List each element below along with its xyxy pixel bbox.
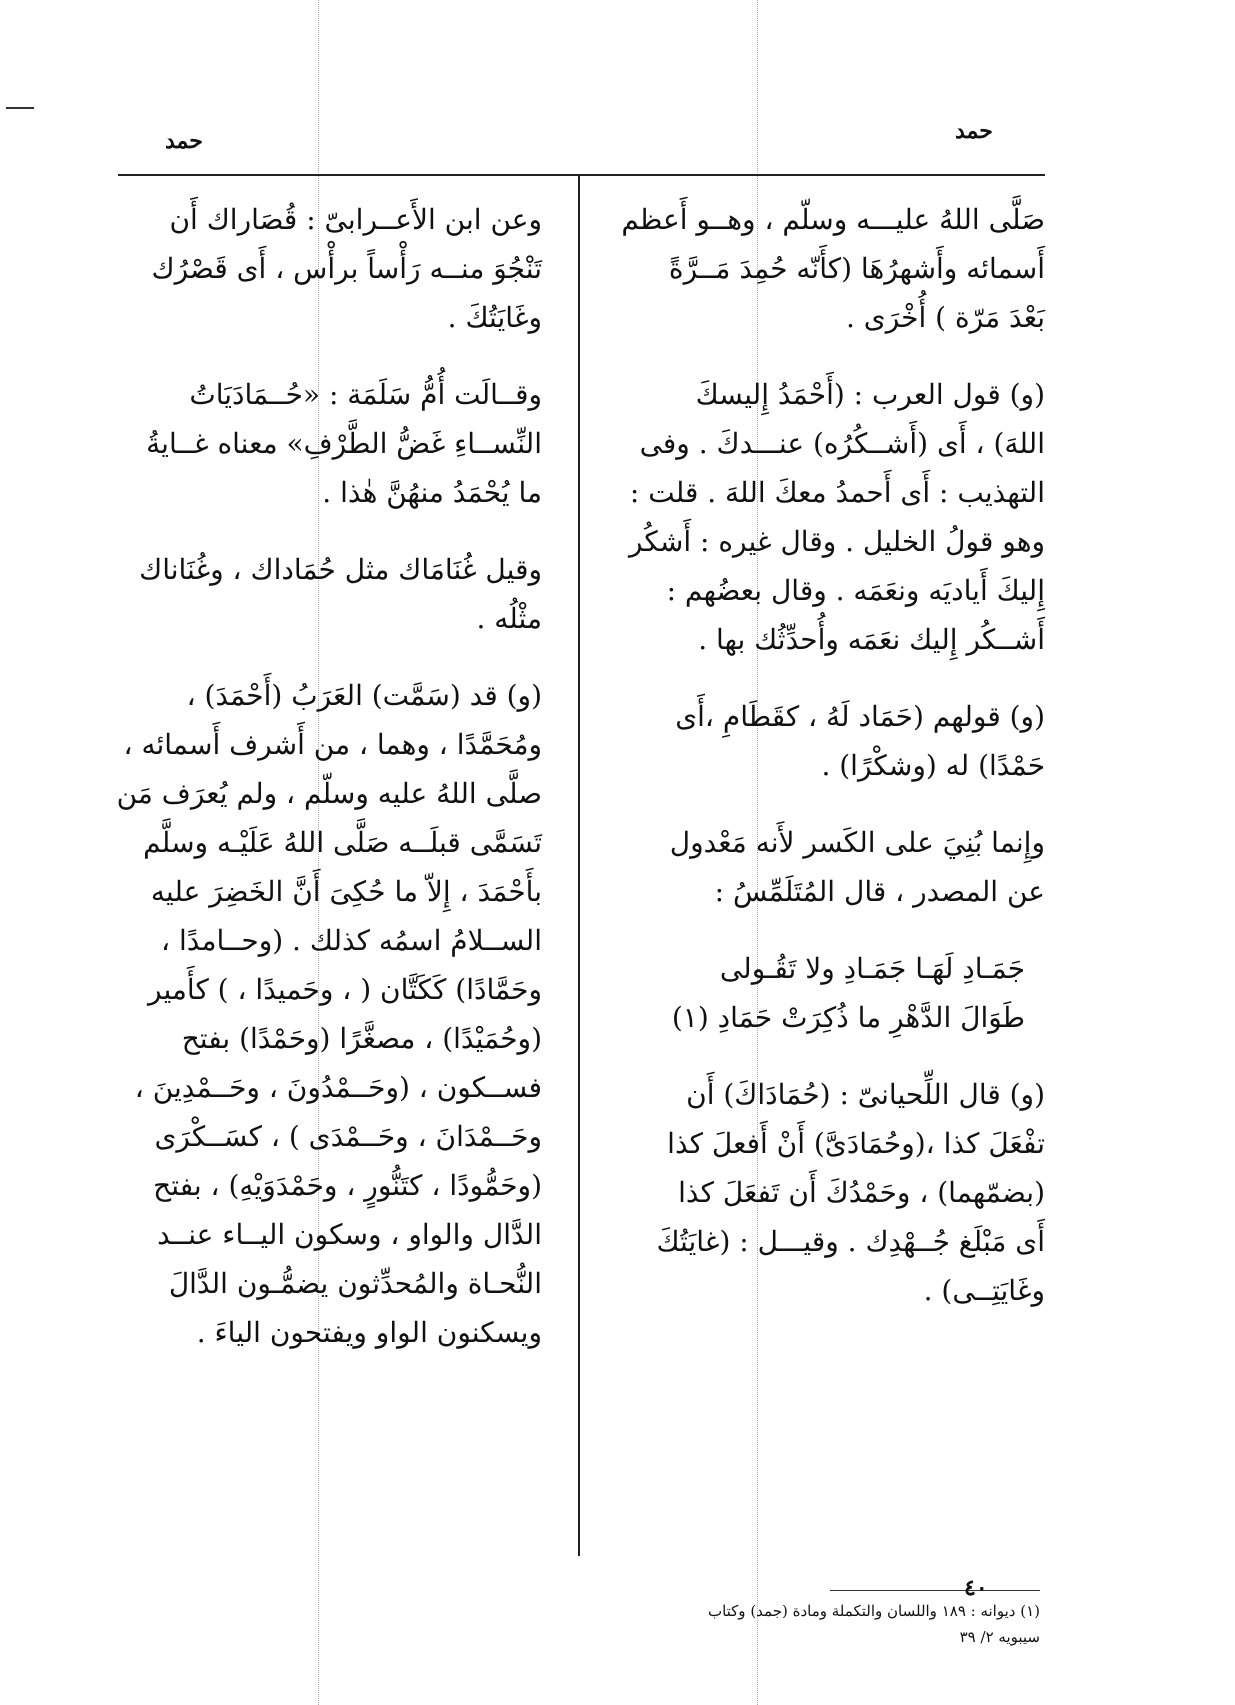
paragraph: صَلَّى اللهُ عليـــه وسلّم ، وهــو أَعظم أَسمائه وأَشهرُهَا (كأَنّه حُمِدَ مَــرَّةً بَعْدَ مَرّة ) أُخْرَى .: [621, 203, 1045, 334]
running-head-left: حمد: [165, 128, 203, 154]
margin-mark: [6, 107, 34, 109]
paragraph: (و) قول العرب : (أَحْمَدُ إِليسكَ اللهَ) ، أَى (أَشــكُرُه) عنـــدكَ . وفى التهذيب : أَى أَحمدُ معكَ اللهَ . قلت : وهو قولُ الخليل . وقال غيره : أَشكُر إِليكَ أَياديَه ونعَمَه . وقال بعضُهم : أَشــكُر إِليك نعَمَه وأُحدِّثُك بها .: [628, 378, 1045, 656]
paragraph: وقــالَت أُمُّ سَلَمَة : «حُــمَادَيَاتُ النِّســاءِ غَضُّ الطَّرْفِ» معناه غــايةُ ما يُحْمَدُ منهُنَّ هٰذا .: [146, 378, 542, 509]
header-rule: [118, 174, 1045, 176]
paragraph: وقيل غُنَامَاك مثل حُمَاداك ، وغُنَاناك مثْلُه .: [139, 553, 542, 635]
poetry-verse: جَمَـادِ لَهَـا جَمَـادِ ولا تَقُـولى طَوَالَ الدَّهْرِ ما ذُكِرَتْ حَمَادِ (١): [671, 952, 1025, 1034]
footnote: (١) ديوانه : ١٨٩ واللسان والتكملة ومادة (جمد) وكتاب سيبويه ٢/ ٣٩: [707, 1602, 1040, 1646]
paragraph: (و) قال اللِّحيانىّ : (حُمَادَاكَ) أَن تفْعَلَ كذا ،(وحُمَادَىَّ) أَنْ أَفعلَ كذا (بضمّهما) ، وحَمْدُكَ أَن تَفعَلَ كذا أَى مَبْلَغ جُــهْدِك . وقيـــل : (غايَتُكَ وغَايَتِــى) .: [656, 1078, 1045, 1307]
page-number: ٤٠: [964, 1575, 988, 1601]
paragraph: (و) قد (سَمَّت) العَرَبُ (أَحْمَدَ) ، ومُحَمَّدًا ، وهما ، من أَشرف أَسمائه ، صلَّى اللهُ عليه وسلّم ، ولم يُعرَف مَن تَسَمَّى قبلَــه صَلَّى اللهُ عَلَيْـه وسلَّم بأَحْمَدَ ، إِلاّ ما حُكِىَ أَنَّ الخَضِرَ عليه الســلامُ اسمُه كذلك . (وحــامدًا ، وحَمَّادًا) كَكَتَّان ( ، وحَميدًا ، ) كأَمير (وحُمَيْدًا) ، مصغَّرًا (وحَمْدًا) بفتح فســكون ، (وحَــمْدُونَ ، وحَــمْدِينَ ، وحَــمْدَانَ ، وحَــمْدَى ) ، كسَــكْرَى (وحَمُّودًا ، كتَنُّورٍ ، وحَمْدَوَيْهِ) ، بفتح الدَّال والواو ، وسكون اليــاء عنــد النُّحـاة والمُحدِّثون يضمُّـون الدَّالَ ويسكنون الواو ويفتحون الياءَ .: [116, 679, 542, 1349]
left-column: [110, 195, 542, 1385]
paragraph: وعن ابن الأَعــرابىّ : قُصَاراك أَن تَنْجُوَ منــه رَأْساً برأْس ، أَى قَصْرُك وغَايَتُكَ .: [151, 203, 542, 334]
paragraph: وإِنما بُنِيَ على الكَسر لأَنه مَعْدول عن المصدر ، قال المُتَلَمِّسُ :: [669, 826, 1045, 908]
footnote-rule: [830, 1590, 1040, 1591]
column-divider: [578, 176, 580, 1556]
paragraph: (و) قولهم (حَمَاد لَهُ ، كقَطَامِ ،أَى حَمْدًا) له (وشكْرًا) .: [675, 700, 1045, 782]
running-head-right: حمد: [955, 118, 993, 144]
right-column: [605, 195, 1045, 1343]
